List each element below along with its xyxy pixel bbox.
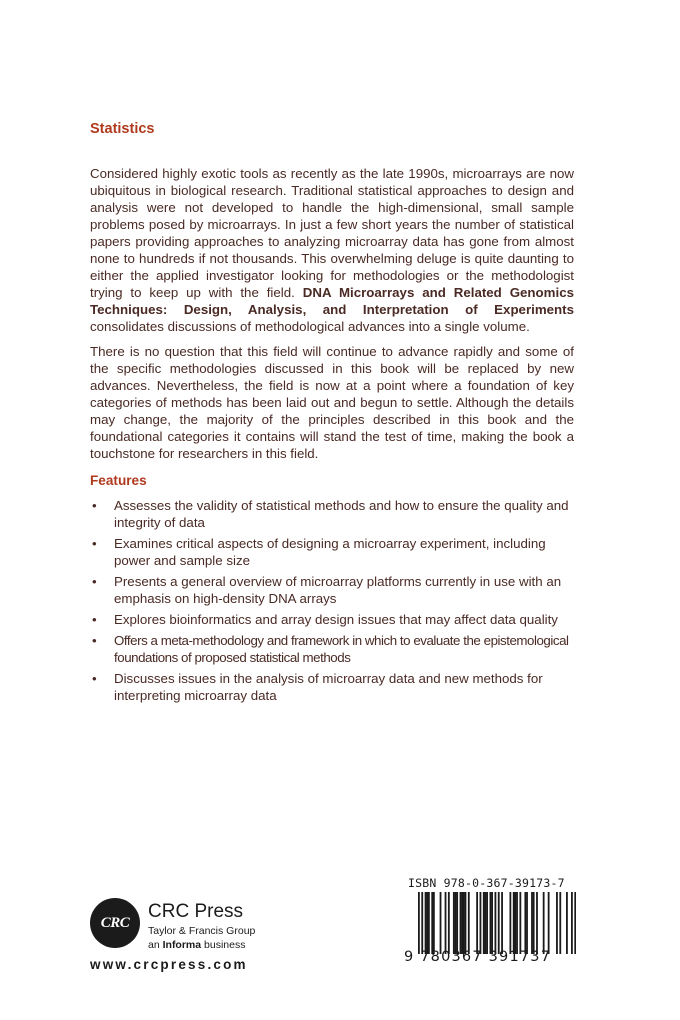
publisher-business: an Informa business: [148, 939, 246, 951]
barcode-bar: [543, 892, 545, 954]
barcode-bar: [455, 892, 457, 954]
barcode-bar: [490, 892, 492, 954]
isbn-label: ISBN 978-0-367-39173-7: [408, 876, 565, 890]
isbn-digits: 9 780367 391737: [404, 949, 552, 965]
barcode-bar: [433, 892, 435, 954]
barcode-bar: [465, 892, 467, 954]
publisher-group: Taylor & Francis Group: [148, 925, 256, 937]
barcode-bar: [426, 892, 428, 954]
publisher-block: [90, 898, 290, 978]
bullet-icon: •: [92, 633, 97, 648]
barcode-bar: [476, 892, 478, 954]
barcode-bar: [574, 892, 576, 954]
barcode-bar: [501, 892, 503, 954]
barcode-bar: [460, 892, 462, 954]
barcode-bar: [440, 892, 442, 954]
barcode-bar: [533, 892, 535, 954]
description-paragraph-1: [90, 165, 574, 335]
feature-item: • Discusses issues in the analysis of microarray data and new methods for interpreting microarray data: [92, 671, 543, 703]
barcode-bar: [513, 892, 515, 954]
barcode-bar: [519, 892, 521, 954]
feature-item: • Explores bioinformatics and array design issues that may affect data quality: [92, 612, 558, 627]
barcode-bar: [566, 892, 568, 954]
barcode-bar: [571, 892, 573, 954]
feature-item: • Presents a general overview of microarray platforms currently in use with an emphasis on high-density DNA arrays: [92, 574, 562, 606]
barcode-bar: [498, 892, 500, 954]
barcode-bar: [431, 892, 433, 954]
barcode-bar: [461, 892, 463, 954]
barcode-bar: [536, 892, 538, 954]
category-label: Statistics: [90, 121, 155, 137]
barcode-bar: [480, 892, 482, 954]
barcode-bar: [524, 892, 526, 954]
barcode-bar: [548, 892, 550, 954]
barcode-bar: [448, 892, 450, 954]
paragraph-1-text: Considered highly exotic tools as recently as the late 1990s, microarrays are now ubiquitous in biological research. Traditional statistical approaches to design and analysis were not developed to handle the high-dimensional, small sample problems posed by microarrays. In just a few short years the number of statistical papers providing approaches to analyzing microarray data has gone from almost none to hundreds if not thousands. This overwhelming deluge is quite daunting to either the applied investigator looking for methodologies or the methodologist trying to keep up with the field.: [90, 166, 574, 300]
book-title: DNA Microarrays and Related Genomics Techniques: Design, Analysis, and Interpretation of Experiments: [90, 285, 574, 317]
barcode-bar: [514, 892, 516, 954]
isbn-barcode-block: [404, 876, 584, 971]
barcode-bar: [526, 892, 528, 954]
bullet-icon: •: [92, 574, 97, 589]
barcode-icon: [418, 892, 576, 954]
barcode-bar: [483, 892, 485, 954]
publisher-name: CRC Press: [148, 901, 244, 922]
features-heading: Features: [90, 473, 147, 488]
barcode-bar: [556, 892, 558, 954]
crc-logo-icon: [90, 898, 140, 948]
barcode-bar: [418, 892, 420, 954]
barcode-bar: [516, 892, 518, 954]
barcode-bar: [485, 892, 487, 954]
logo-text: CRC: [100, 914, 130, 931]
barcode-bar: [453, 892, 455, 954]
barcode-bar: [463, 892, 465, 954]
barcode-bar: [468, 892, 470, 954]
description-paragraph-2: There is no question that this field will continue to advance rapidly and some of the specific methodologies discussed in this book will be replaced by new advances. Nevertheless, the field is now at a point where a foundation of key categories of methods has been laid out and begun to settle. Although the details may change, the majority of the principles described in this book and the foundational categories it contains will stand the test of time, making the book a touchstone for researchers in this field.: [90, 344, 574, 461]
bullet-icon: •: [92, 612, 97, 627]
bullet-icon: •: [92, 536, 97, 551]
barcode-bar: [421, 892, 423, 954]
barcode-bar: [491, 892, 493, 954]
bullet-icon: •: [92, 671, 97, 686]
feature-item: • Examines critical aspects of designing a microarray experiment, including power and sample size: [92, 536, 546, 568]
description: [90, 165, 574, 708]
feature-item: • Offers a meta-methodology and framework in which to evaluate the epistemological foundations of proposed statistical methods: [92, 633, 569, 665]
barcode-bar: [425, 892, 427, 954]
barcode-bar: [559, 892, 561, 954]
barcode-bar: [428, 892, 430, 954]
feature-item: • Assesses the validity of statistical methods and how to ensure the quality and integrity of data: [92, 498, 569, 530]
barcode-bar: [456, 892, 458, 954]
barcode-bar: [531, 892, 533, 954]
barcode-bar: [445, 892, 447, 954]
barcode-bar: [509, 892, 511, 954]
paragraph-1-ending: consolidates discussions of methodological advances into a single volume.: [90, 319, 530, 334]
barcode-bar: [495, 892, 497, 954]
publisher-url[interactable]: www.crcpress.com: [90, 957, 248, 972]
features-list: [90, 497, 574, 704]
barcode-bar: [486, 892, 488, 954]
bullet-icon: •: [92, 498, 97, 513]
